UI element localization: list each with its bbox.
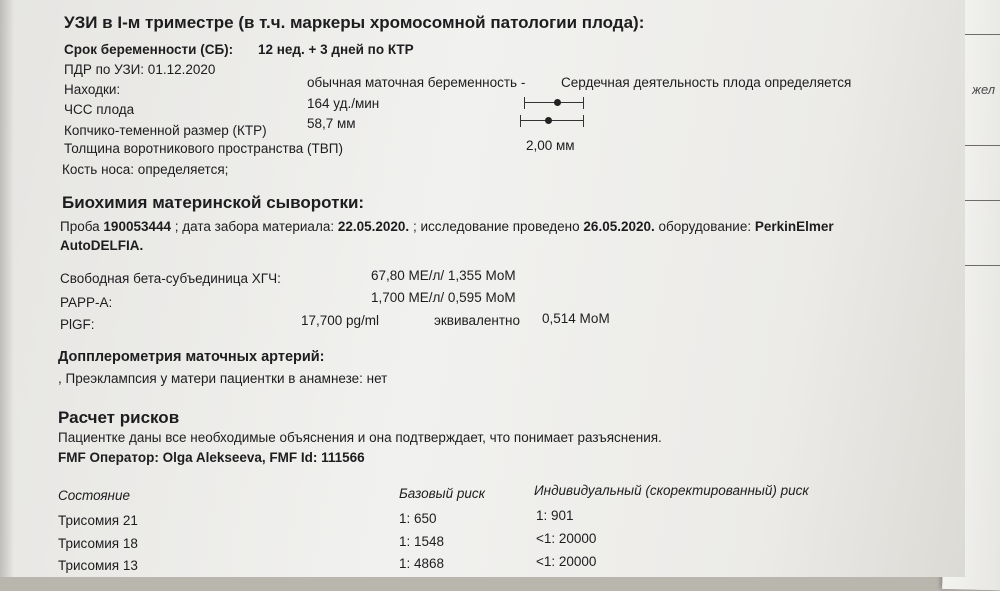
row-base-risk: 1: 4868 (399, 556, 445, 571)
col-header-state: Состояние (58, 488, 130, 503)
row-individual-risk: 1: 901 (536, 508, 574, 523)
row-state: Трисомия 13 (58, 558, 138, 573)
papp-value: 1,700 МЕ/л/ 0,595 МоМ (371, 290, 516, 305)
us-title: УЗИ в I-м триместре (в т.ч. маркеры хромосомной патологии плода): (64, 13, 645, 32)
col-header-individual: Индивидуальный (скоректированный) риск (534, 483, 809, 498)
crl-label: Копчико-теменной размер (КТР) (64, 123, 267, 138)
explanation-line: Пациентке даны все необходимые объяснения и она подтверждает, что понимает разъяснения. (58, 430, 662, 445)
sample-id: 190053444 (103, 219, 171, 234)
risk-title: Расчет рисков (58, 408, 180, 427)
cardiac-activity: Сердечная деятельность плода определяется (561, 75, 852, 90)
row-state: Трисомия 18 (58, 536, 138, 551)
side-sheet-line (960, 200, 1000, 201)
side-sheet-line (960, 145, 1000, 146)
col-header-base: Базовый риск (399, 486, 486, 501)
row-base-risk: 1: 1548 (399, 534, 445, 549)
crl-marker-dot (545, 117, 552, 124)
fhr-value: 164 уд./мин (307, 96, 380, 111)
page-shadow (0, 0, 14, 577)
findings-value: обычная маточная беременность - (307, 75, 526, 90)
hcg-value: 67,80 МЕ/л/ 1,355 МоМ (371, 268, 516, 283)
fhr-marker-dot (554, 99, 561, 106)
operator-line: FMF Оператор: Olga Alekseeva, FMF Id: 111566 (58, 450, 365, 465)
plgf-mom: 0,514 МоМ (542, 311, 610, 326)
hcg-label: Свободная бета-субъединица ХГЧ: (60, 271, 281, 286)
side-sheet-line (960, 34, 1000, 35)
equipment-value: PerkinElmer (754, 219, 834, 234)
plgf-value: 17,700 pg/ml (301, 313, 380, 328)
collection-date-label: ; дата забора материала: (174, 219, 335, 234)
plgf-label: PlGF: (60, 317, 95, 332)
row-individual-risk: <1: 20000 (536, 554, 597, 569)
preeclampsia-line: , Преэклампсия у матери пациентки в анамнезе: нет (58, 371, 388, 386)
equipment-value-cont: AutoDELFIA. (60, 238, 144, 253)
findings-label: Находки: (64, 82, 121, 97)
term-value: 12 нед. + 3 дней по КТР (258, 42, 414, 57)
crl-value: 58,7 мм (307, 116, 356, 131)
equipment-label: оборудование: (658, 219, 752, 234)
row-individual-risk: <1: 20000 (536, 531, 597, 546)
sample-label: Проба (60, 219, 100, 234)
bio-title: Биохимия материнской сыворотки: (62, 193, 365, 212)
term-label: Срок беременности (СБ): (64, 42, 234, 57)
collection-date: 22.05.2020. (337, 219, 410, 234)
nt-label: Толщина воротникового пространства (ТВП) (64, 141, 343, 156)
study-date-label: ; исследование проведено (412, 219, 580, 234)
pdr-line: ПДР по УЗИ: 01.12.2020 (64, 62, 216, 77)
side-sheet-text: жел (972, 82, 996, 97)
fhr-label: ЧСС плода (64, 102, 135, 117)
nasal-bone: Кость носа: определяется; (62, 162, 229, 177)
row-base-risk: 1: 650 (399, 511, 437, 526)
fhr-range-marker (524, 97, 584, 109)
side-sheet-line (960, 265, 1000, 266)
study-date: 26.05.2020. (583, 219, 655, 234)
nt-value: 2,00 мм (526, 138, 575, 153)
plgf-equivalent: эквивалентно (434, 313, 521, 328)
doppler-title: Допплерометрия маточных артерий: (58, 349, 325, 365)
row-state: Трисомия 21 (58, 513, 138, 528)
crl-range-marker (520, 115, 584, 127)
papp-label: PAPP-A: (60, 295, 113, 310)
sample-line (60, 219, 834, 235)
